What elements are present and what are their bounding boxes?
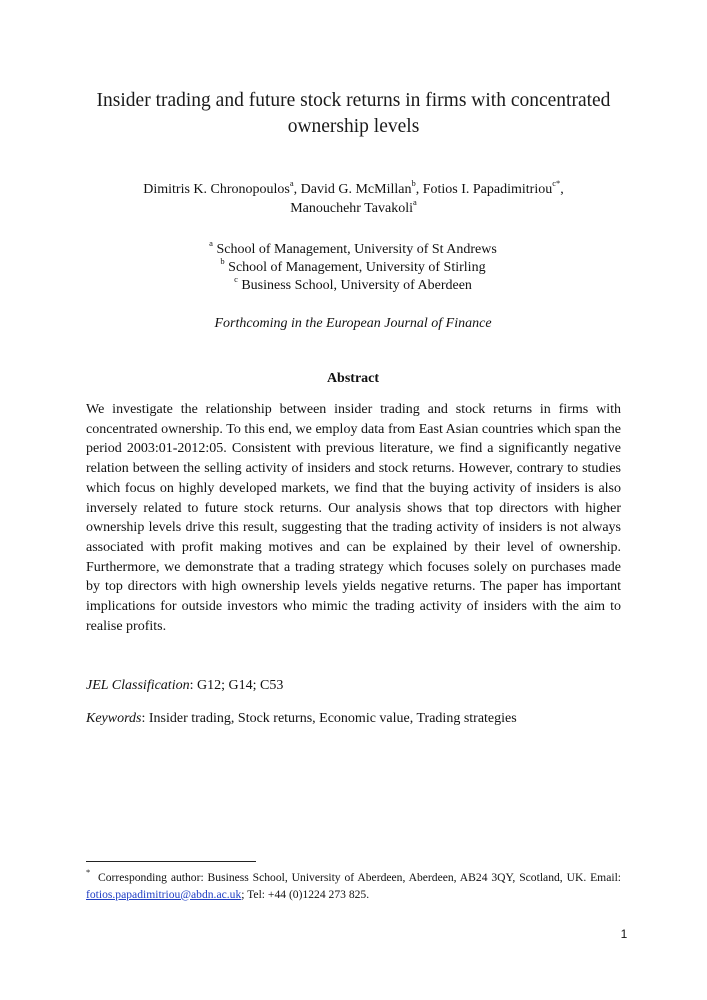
- affiliation-item: [103, 274, 603, 295]
- affiliation-marker: b: [220, 256, 225, 267]
- footnote: [86, 867, 622, 903]
- author-separator: ,: [293, 182, 301, 197]
- page-number: 1: [620, 927, 628, 941]
- publication-note: Forthcoming in the European Journal of Finance: [214, 316, 492, 331]
- keywords: [86, 711, 517, 727]
- author-name: Fotios I. Papadimitriou: [422, 182, 553, 197]
- paper-title: Insider trading and future stock returns in firms with concentrated ownership levels: [96, 90, 611, 137]
- author-name: Manouchehr Tavakoli: [290, 201, 413, 216]
- affiliation-marker: a: [209, 238, 213, 249]
- affiliation-list: [103, 238, 603, 295]
- author-affiliation-marker: a: [289, 178, 294, 189]
- affiliation-text: School of Management, University of Stirling: [228, 260, 486, 275]
- author-name: Dimitris K. Chronopoulos: [143, 182, 290, 197]
- footnote-text: Corresponding author: Business School, University of Aberdeen, Aberdeen, AB24 3QY, Scotland, UK. Email:: [98, 871, 622, 884]
- jel-classification: [86, 678, 283, 694]
- author-affiliation-marker: b: [411, 178, 416, 189]
- author-affiliation-marker: a: [413, 197, 417, 208]
- author-separator: ,: [415, 182, 423, 197]
- affiliation-text: School of Management, University of St Andrews: [216, 242, 497, 257]
- affiliation-text: Business School, University of Aberdeen: [241, 278, 472, 293]
- abstract-text: We investigate the relationship between insider trading and stock returns in firms with concentrated ownership. To this end, we employ data from East Asian countries which span the period 2003:01-2012:05. Consistent with previous literature, we find a significantly negative relation between the selling activity of insiders and stock returns. However, contrary to studies which focus on highly developed markets, we find that the buying activity of insiders is also inversely related to future stock returns. Our analysis shows that top directors with higher ownership levels drive this result, suggesting that the trading activity of insiders is not always associated with profit making motives and can be explained by their level of ownership. Furthermore, we demonstrate that a trading strategy which focuses solely on purchases made by top directors with high ownership levels yields negative returns. The paper has important implications for outside investors who mimic the trading activity of insiders with the aim to realise profits.: [86, 402, 621, 634]
- email-link[interactable]: fotios.papadimitriou@abdn.ac.uk: [86, 887, 242, 901]
- affiliation-item: [103, 238, 603, 259]
- footnote-marker: *: [86, 867, 91, 878]
- keywords-label: Keywords: [86, 711, 142, 726]
- affiliation-item: [103, 256, 603, 277]
- author-separator: ,: [560, 182, 564, 197]
- footnote-tail: ; Tel: +44 (0)1224 273 825.: [241, 887, 370, 901]
- author-affiliation-marker: c*: [552, 178, 561, 189]
- jel-label: JEL Classification: [86, 678, 190, 693]
- jel-value: : G12; G14; C53: [189, 678, 284, 693]
- affiliation-marker: c: [234, 274, 238, 285]
- author-name: David G. McMillan: [300, 182, 412, 197]
- keywords-value: : Insider trading, Stock returns, Economic value, Trading strategies: [141, 711, 517, 726]
- abstract-heading: Abstract: [326, 371, 380, 386]
- author-list: [95, 180, 612, 218]
- footnote-divider: [86, 861, 256, 862]
